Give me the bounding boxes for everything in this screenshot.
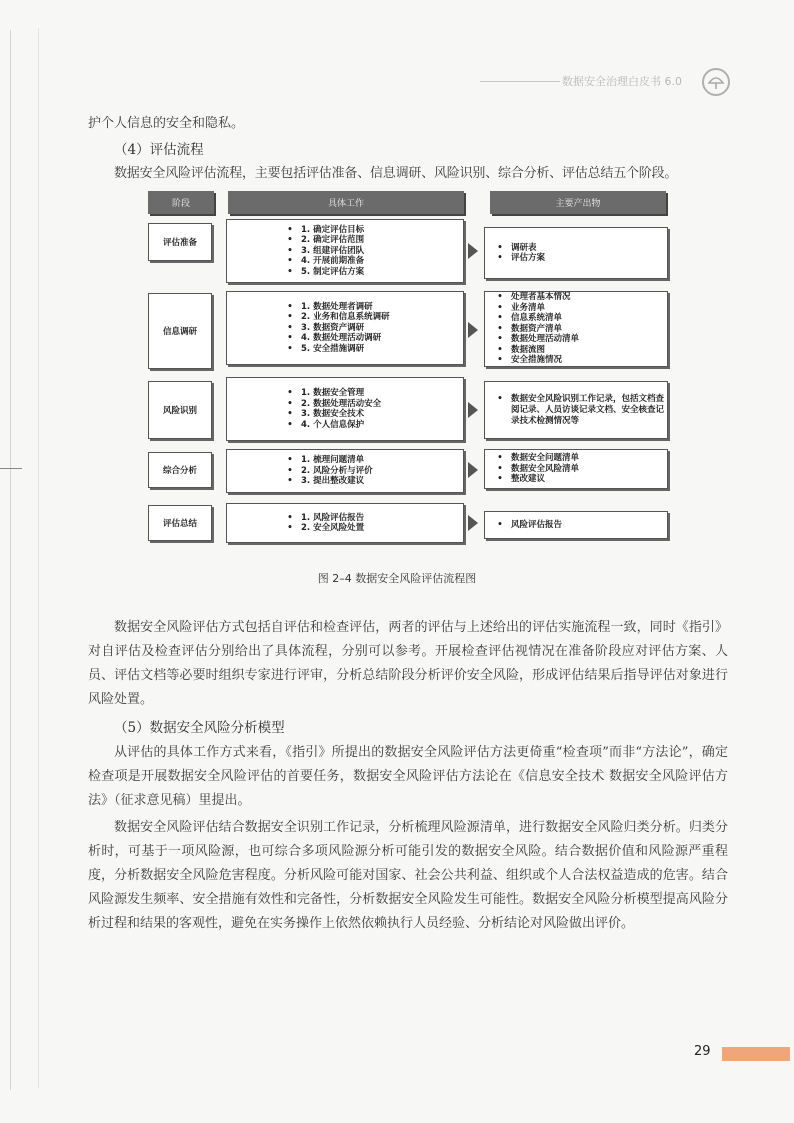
work-item: • 2. 业务和信息系统调研 [287,312,390,323]
work-box-1 [226,219,464,283]
series-title: 数据安全治理白皮书 6.0 [562,75,682,88]
stage-box-2: 信息调研 [148,293,212,369]
work-item: • 2. 数据处理活动安全 [287,398,382,409]
work-item: • 1. 风险评估报告 [287,512,365,523]
work-item: • 5. 制定评估方案 [287,266,365,277]
column-header-output: 主要产出物 [490,191,666,214]
column-header-work: 具体工作 [228,191,464,214]
work-item: • 4. 数据处理活动调研 [287,333,382,344]
work-item: • 2. 确定评估范围 [287,235,365,246]
flow-arrow-icon [468,243,478,259]
output-item: • 业务清单 [497,302,546,313]
binding-line [10,30,11,1090]
work-item: • 1. 数据处理者调研 [287,301,373,312]
work-box-5 [226,503,464,543]
work-item: • 5. 安全措施调研 [287,343,365,354]
output-item: • 数据安全风险清单 [497,463,580,474]
work-item: • 3. 数据安全技术 [287,409,365,419]
column-header-stage: 阶段 [148,191,214,214]
work-item: • 1. 数据安全管理 [287,388,365,398]
section5-heading: （5）数据安全风险分析模型 [114,720,285,736]
section4-intro: 数据安全风险评估流程，主要包括评估准备、信息调研、风险识别、综合分析、评估总结五个阶段。 [114,166,678,181]
work-item: • 2. 风险分析与评价 [287,465,373,476]
work-box-2 [226,291,464,365]
section5-para1: 从评估的具体工作方式来看，《指引》所提出的数据安全风险评估方法更倚重“检查项”而非“方法论”，确定检查项是开展数据安全风险评估的首要任务，数据安全风险评估方法论在《信息安全技术 数据安全风险评估方法》（征求意见稿）里提出。 [88,745,728,808]
output-item: • 风险评估报告 [497,519,563,530]
output-item: • 调研表 [497,242,537,253]
output-item: • 处理者基本情况 [497,292,571,303]
output-item: • 安全措施情况 [497,355,563,366]
output-box-3 [484,381,668,439]
section4-heading: （4）评估流程 [114,142,204,158]
output-box-5 [484,511,668,539]
para-methods: 数据安全风险评估方式包括自评估和检查评估，两者的评估与上述给出的评估实施流程一致，同时《指引》对自评估及检查评估分别给出了具体流程，分别可以参考。开展检查评估视情况在准备阶段应对评估方案、人员、评估文档等必要时组织专家进行评审，分析总结阶段分析评价安全风险，形成评估结果后指导评估对象进行风险处置。 [88,620,728,707]
output-item: • 数据处理活动清单 [497,334,580,345]
output-item: • 数据资产清单 [497,323,563,334]
margin-tick [0,468,22,469]
binding-line-inner [38,28,39,1088]
section5-para2: 数据安全风险评估结合数据安全识别工作记录，分析梳理风险源清单，进行数据安全风险归类分析。归类分析时，可基于一项风险源，也可综合多项风险源分析可能引发的数据安全风险。结合数据价值和风险源严重程度，分析数据安全风险危害程度。分析风险可能对国家、社会公共利益、组织或个人合法权益造成的危害。结合风险源发生频率、安全措施有效性和完备性，分析数据安全风险发生可能性。数据安全风险分析模型提高风险分析过程和结果的客观性，避免在实务操作上依然依赖执行人员经验、分析结论对风险做出评价。 [88,820,728,931]
output-item: • 信息系统清单 [497,313,563,324]
stage-box-1: 评估准备 [148,223,212,261]
work-item: • 1. 梳理问题清单 [287,455,365,466]
stage-box-4: 综合分析 [148,452,212,488]
output-item: • 数据安全问题清单 [497,453,580,464]
output-box-1 [484,227,668,279]
stage-box-5: 评估总结 [148,505,212,541]
output-item: • 数据安全风险识别工作记录，包括文档查阅记录、人员访谈记录文档、安全核查记录技术检测情况等 [497,393,665,426]
work-item: • 1. 确定评估目标 [287,224,365,235]
flow-arrow-icon [468,322,478,338]
stage-box-3: 风险识别 [148,381,212,439]
work-item: • 4. 个人信息保护 [287,419,365,430]
output-item: • 整改建议 [497,474,546,485]
work-item: • 3. 组建评估团队 [287,245,365,256]
header-rule [480,81,560,82]
work-item: • 3. 数据资产调研 [287,322,365,333]
flow-arrow-icon [468,402,478,418]
work-item: • 4. 开展前期准备 [287,256,365,267]
page-number: 29 [694,1044,711,1059]
work-item: • 3. 提出整改建议 [287,476,365,487]
figure-caption: 图 2–4 数据安全风险评估流程图 [317,572,477,585]
work-box-4 [226,449,464,493]
output-box-4 [484,449,668,489]
work-box-3 [226,377,464,441]
flow-arrow-icon [468,515,478,531]
intro-tail: 护个人信息的安全和隐私。 [88,116,245,131]
page-accent-bar [722,1047,790,1061]
output-item: • 评估方案 [497,253,546,263]
output-box-2 [484,291,668,367]
output-item: • 数据流图 [497,344,546,355]
flow-arrow-icon [468,462,478,478]
series-logo-icon [702,68,730,96]
work-item: • 2. 安全风险处置 [287,523,365,533]
